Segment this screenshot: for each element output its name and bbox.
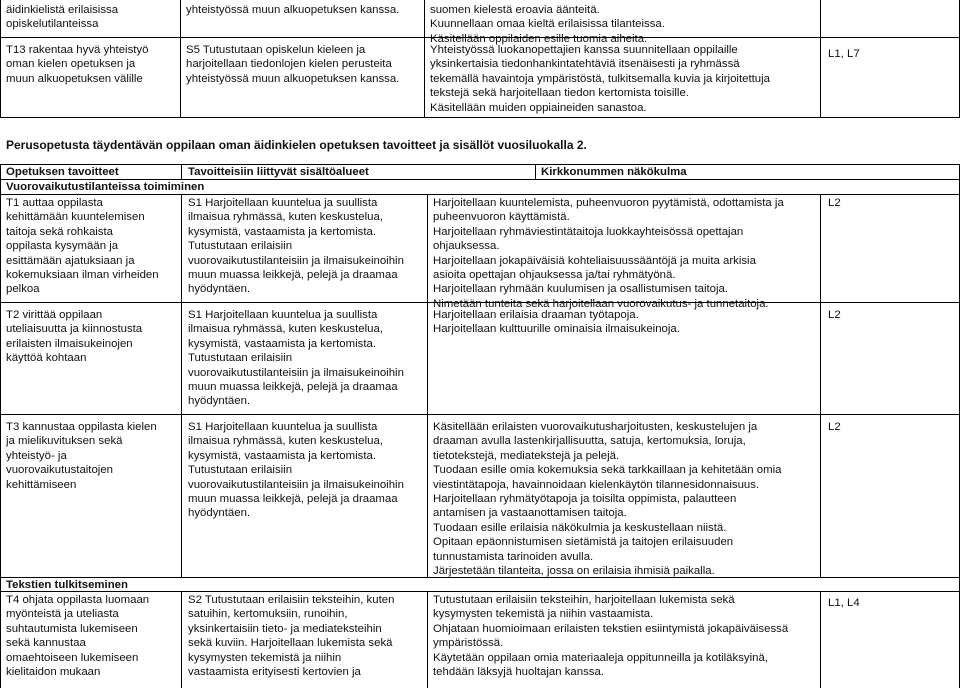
text-line: Käsitellään erilaisten vuorovaikutusharjoitusten, keskustelujen ja	[433, 421, 758, 433]
text-line: Harjoitellaan ryhmään kuulumisen ja osallistumisen taitoja.	[433, 283, 729, 296]
text-line: oppilasta kysymään ja	[6, 240, 119, 253]
text-line: tietotekstejä, mediatekstejä ja pelejä.	[433, 449, 620, 462]
text-line: ohjauksessa.	[433, 240, 500, 253]
header-col-divider	[181, 164, 182, 180]
text-line: asioita opettajan ohjauksessa ja/tai ryhmätyönä.	[433, 269, 676, 282]
text-line: Harjoitellaan ryhmäviestintätaitoja luokkayhteisössä opettajan	[433, 225, 744, 238]
row-divider	[0, 414, 960, 415]
text-line: sekä kannustaa	[6, 637, 86, 650]
col-divider	[427, 194, 428, 578]
perspective-cell	[433, 420, 781, 578]
top-table-border-bottom	[0, 117, 960, 118]
text-line: Kuunnellaan omaa kieltä erilaisissa tilanteissa.	[430, 18, 665, 31]
text-line: äidinkielistä erilaisissa	[6, 4, 119, 16]
top-table-col-divider	[820, 0, 821, 118]
text-line: ilmaisua ryhmässä, kuten keskustelua,	[188, 211, 383, 224]
content-cell	[188, 308, 404, 409]
text-line: Tutustutaan erilaisiin	[188, 464, 293, 477]
group-heading: Vuorovaikutustilanteissa toimiminen	[6, 181, 205, 193]
perspective-cell	[433, 196, 784, 311]
text-line: yhteistyössä muun alkuopetuksen kanssa.	[186, 4, 400, 16]
text-line: kielitaidon mukaan	[6, 666, 101, 679]
text-line: Harjoitellaan erilaisia draaman työtapoja.	[433, 309, 639, 321]
text-line: T1 auttaa oppilasta	[6, 197, 103, 209]
text-line: muun alkuopetuksen välille	[6, 72, 143, 85]
competence-code: L2	[828, 421, 841, 433]
group-heading: Tekstien tulkitseminen	[6, 579, 128, 591]
text-line: Opitaan epäonnistumisen sietämistä ja taitojen erilaisuuden	[433, 536, 734, 549]
text-line: ja mielikuvituksen sekä	[6, 435, 123, 448]
perspective-cell	[430, 43, 770, 115]
column-header-perspective: Kirkkonummen näkökulma	[541, 166, 687, 178]
text-line: pelkoa	[6, 283, 40, 296]
text-line: draaman avulla lastenkirjallisuutta, satuja, kertomuksia, loruja,	[433, 435, 746, 448]
text-line: Tutustutaan erilaisiin teksteihin, harjoitellaan lukemista sekä	[433, 594, 735, 606]
col-divider	[427, 591, 428, 688]
text-line: Ohjataan huomioimaan erilaisten tekstien esiintymistä jokapäiväisessä	[433, 622, 789, 635]
text-line: kysymistä, vastaamista ja kertomista.	[188, 449, 376, 462]
text-line: myönteistä ja uteliasta	[6, 608, 119, 621]
text-line: kysymistä, vastaamista ja kertomista.	[188, 225, 376, 238]
text-line: Tuodaan esille omia kokemuksia sekä tarkkaillaan ja kehitetään omia	[433, 464, 782, 477]
goal-cell	[6, 593, 149, 679]
text-line: Käsitellään muiden oppiaineiden sanastoa.	[430, 101, 647, 114]
text-line: uteliaisuutta ja kiinnostusta	[6, 323, 143, 336]
col-divider	[181, 194, 182, 578]
text-line: Tuodaan esille erilaisia näkökulmia ja keskustellaan niistä.	[433, 521, 727, 534]
perspective-cell	[433, 593, 788, 679]
text-line: vuorovaikutustilanteisiin ja ilmaisukeinoihin	[188, 478, 404, 491]
text-line: harjoitellaan tiedonlojen kielen perusteita	[186, 58, 392, 71]
text-line: kysymysten tekemistä ja niihin vastaamista.	[433, 608, 654, 621]
text-line: Käytetään oppilaan omia materiaaleja oppitunneilla ja kotiläksyinä,	[433, 651, 768, 664]
text-line: muun muassa leikkejä, pelejä ja draamaa	[188, 381, 398, 394]
text-line: viestintätapoja, havainnoidaan kielenkäytön tilannesidonnaisuus.	[433, 478, 760, 491]
text-line: Tutustutaan erilaisiin	[188, 352, 293, 365]
text-line: vastaamista erityisesti kertovien ja	[188, 666, 361, 679]
perspective-cell	[430, 3, 665, 46]
text-line: omaehtoiseen lukemiseen	[6, 651, 139, 664]
text-line: tehdään läksyjä huoltajan kanssa.	[433, 666, 604, 679]
column-header-goals: Opetuksen tavoitteet	[6, 166, 119, 178]
col-divider	[820, 591, 821, 688]
text-line: S1 Harjoitellaan kuuntelua ja suullista	[188, 309, 378, 321]
text-line: S1 Harjoitellaan kuuntelua ja suullista	[188, 197, 378, 209]
col-divider	[181, 591, 182, 688]
column-header-contents: Tavoitteisiin liittyvät sisältöalueet	[188, 166, 369, 178]
text-line: kehittämiseen	[6, 478, 77, 491]
text-line: kokemuksiaan ilman virheiden	[6, 269, 159, 282]
text-line: S5 Tutustutaan opiskelun kieleen ja	[186, 44, 366, 56]
text-line: taitoja sekä rohkaista	[6, 225, 114, 238]
header-col-divider	[535, 164, 536, 180]
text-line: kysymistä, vastaamista ja kertomista.	[188, 337, 376, 350]
table-border-left	[0, 164, 1, 688]
text-line: T13 rakentaa hyvä yhteistyö	[6, 44, 149, 56]
content-cell	[186, 43, 399, 86]
competence-code: L1, L4	[828, 597, 860, 609]
goal-cell	[6, 420, 157, 492]
text-line: S1 Harjoitellaan kuuntelua ja suullista	[188, 421, 378, 433]
content-cell	[188, 593, 394, 679]
text-line: puheenvuoron käyttämistä.	[433, 211, 570, 224]
text-line: yhteistyö- ja	[6, 449, 67, 462]
table-border-top	[0, 164, 960, 165]
text-line: yksinkertaisiin tieto- ja mediateksteihin	[188, 622, 382, 635]
text-line: ympäristössä.	[433, 637, 504, 650]
goal-cell	[6, 3, 118, 32]
text-line: Tutustutaan erilaisiin	[188, 240, 293, 253]
text-line: T2 virittää oppilaan	[6, 309, 103, 321]
text-line: opiskelutilanteissa	[6, 18, 99, 31]
top-table-border-left	[0, 0, 1, 118]
text-line: tekemällä havaintoja ympäristöstä, tulkitsemalla kuvia ja kirjoitettuja	[430, 72, 770, 85]
text-line: vuorovaikutustaitojen	[6, 464, 114, 477]
content-cell	[188, 196, 404, 297]
text-line: muun muassa leikkejä, pelejä ja draamaa	[188, 269, 398, 282]
text-line: Harjoitellaan kulttuurille ominaisia ilmaisukeinoja.	[433, 323, 680, 336]
content-cell	[188, 420, 404, 521]
text-line: kehittämään kuuntelemisen	[6, 211, 145, 224]
text-line: T4 ohjata oppilasta luomaan	[6, 594, 150, 606]
text-line: esittämään ajatuksiaan ja	[6, 254, 135, 267]
text-line: antamisen ja vastaanottamisen taitoja.	[433, 507, 627, 520]
text-line: suhtautumista lukemiseen	[6, 622, 138, 635]
content-cell	[186, 3, 399, 17]
top-table-col-divider	[424, 0, 425, 118]
text-line: Harjoitellaan jokapäiväisiä kohteliaisuussääntöjä ja muita arkisia	[433, 254, 756, 267]
competence-code: L1, L7	[828, 48, 860, 60]
text-line: käyttöä kohtaan	[6, 352, 87, 365]
text-line: sekä kuviin. Harjoitellaan lukemista sekä	[188, 637, 393, 650]
text-line: ilmaisua ryhmässä, kuten keskustelua,	[188, 323, 383, 336]
text-line: tunnustamista tarinoiden avulla.	[433, 550, 594, 563]
group-row-divider	[0, 591, 960, 592]
competence-code: L2	[828, 197, 841, 209]
goal-cell	[6, 43, 148, 86]
top-table-col-divider	[180, 0, 181, 118]
text-line: kysymysten tekemistä ja niihin	[188, 651, 342, 664]
text-line: yhteistyössä muun alkuopetuksen kanssa.	[186, 72, 400, 85]
text-line: hyödyntäen.	[188, 395, 251, 408]
text-line: Käsitellään oppilaiden esille tuomia aiheita.	[430, 32, 648, 45]
text-line: Harjoitellaan kuuntelemista, puheenvuoron pyytämistä, odottamista ja	[433, 197, 784, 209]
text-line: ilmaisua ryhmässä, kuten keskustelua,	[188, 435, 383, 448]
text-line: vuorovaikutustilanteisiin ja ilmaisukeinoihin	[188, 254, 404, 267]
text-line: oman kielen opetuksen ja	[6, 58, 136, 71]
text-line: Harjoitellaan ryhmätyötapoja ja toisilta oppimista, palautteen	[433, 493, 737, 506]
section-title: Perusopetusta täydentävän oppilaan oman äidinkielen opetuksen tavoitteet ja sisällöt vuosiluokalla 2.	[6, 138, 587, 152]
text-line: tekstejä sekä harjoitellaan tiedon kertomista toisille.	[430, 87, 689, 100]
text-line: hyödyntäen.	[188, 283, 251, 296]
goal-cell	[6, 196, 159, 297]
text-line: hyödyntäen.	[188, 507, 251, 520]
text-line: suomen kielestä eroavia äänteitä.	[430, 4, 600, 16]
text-line: vuorovaikutustilanteisiin ja ilmaisukeinoihin	[188, 366, 404, 379]
text-line: muun muassa leikkejä, pelejä ja draamaa	[188, 493, 398, 506]
text-line: S2 Tutustutaan erilaisiin teksteihin, kuten	[188, 594, 395, 606]
text-line: erilaisten ilmaisukeinojen	[6, 337, 133, 350]
text-line: Yhteistyössä luokanopettajien kanssa suunnitellaan oppilaille	[430, 44, 738, 56]
perspective-cell	[433, 308, 680, 337]
text-line: T3 kannustaa oppilasta kielen	[6, 421, 157, 433]
text-line: satuihin, kertomuksiin, runoihin,	[188, 608, 348, 621]
text-line: yksinkertaisia tiedonhankintatehtäviä itsenäisesti ja ryhmässä	[430, 58, 740, 71]
text-line: Nimetään tunteita sekä harjoitellaan vuorovaikutus- ja tunnetaitoja.	[433, 297, 769, 310]
goal-cell	[6, 308, 142, 366]
competence-code: L2	[828, 309, 841, 321]
text-line: Järjestetään tilanteita, jossa on erilaisia ihmisiä paikalla.	[433, 565, 715, 578]
col-divider	[820, 194, 821, 578]
